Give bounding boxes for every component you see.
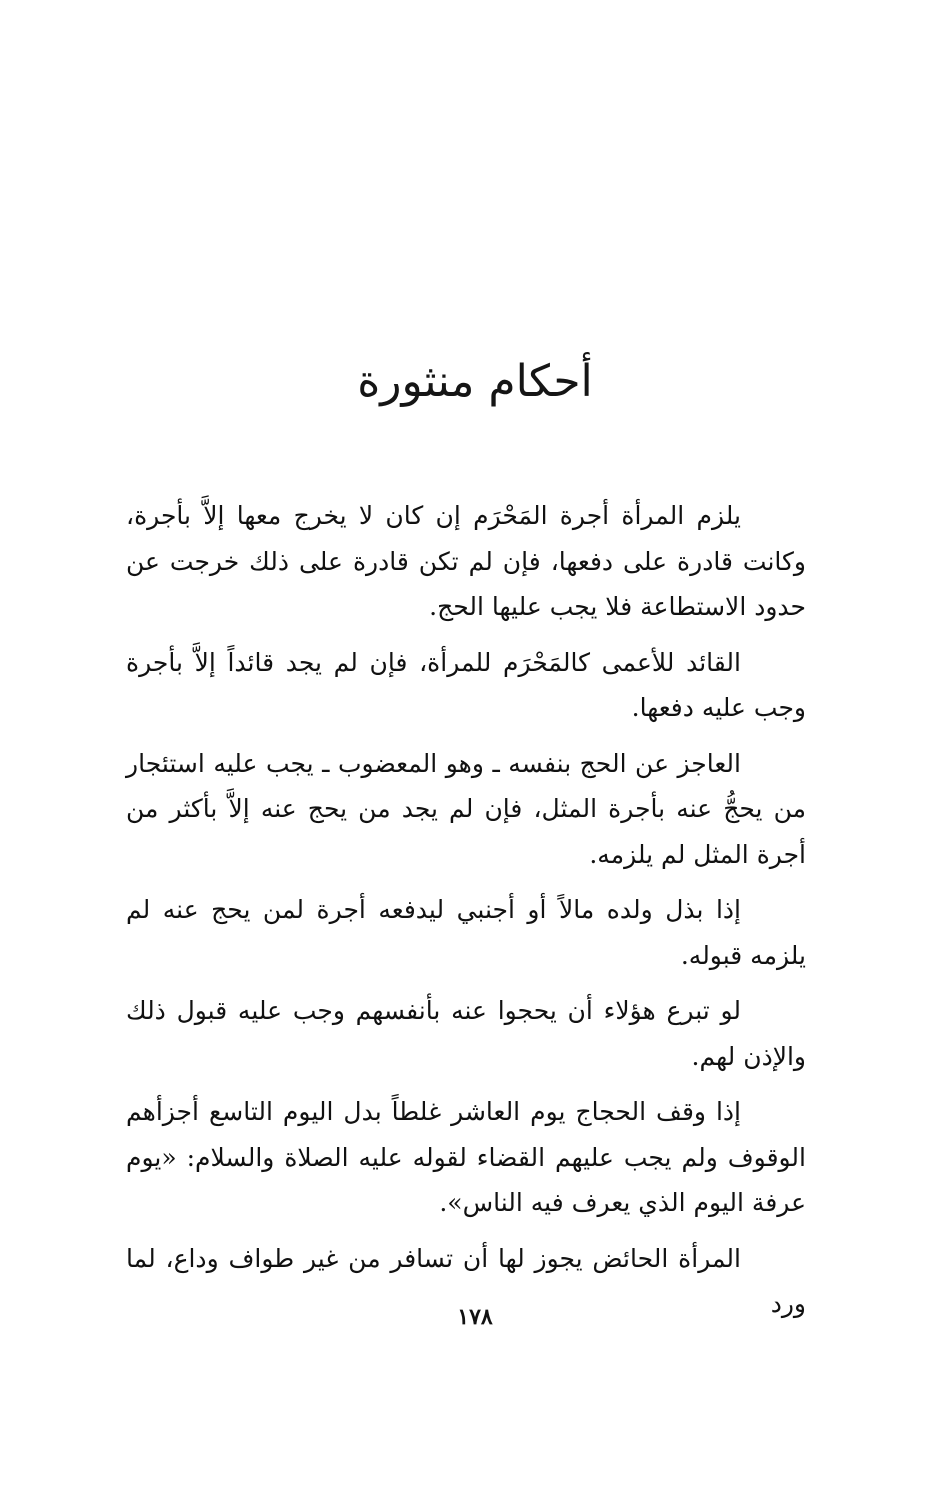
paragraph-7: المرأة الحائض يجوز لها أن تسافر من غير طواف وداع، لما ورد — [126, 1243, 806, 1318]
body-text — [126, 493, 806, 1327]
paragraph-2: القائد للأعمى كالمَحْرَم للمرأة، فإن لم يجد قائداً إلاَّ بأجرة وجب عليه دفعها. — [126, 647, 806, 722]
paragraph-4: إذا بذل ولده مالاً أو أجنبي ليدفعه أجرة لمن يحج عنه لم يلزمه قبوله. — [126, 895, 806, 970]
paragraph-1: يلزم المرأة أجرة المَحْرَم إن كان لا يخرج معها إلاَّ بأجرة، وكانت قادرة على دفعها، فإن لم تكن قادرة على ذلك خرجت عن حدود الاستطاعة فلا يجب عليها الحج. — [126, 501, 806, 621]
paragraph-5: لو تبرع هؤلاء أن يحجوا عنه بأنفسهم وجب عليه قبول ذلك والإذن لهم. — [126, 996, 806, 1071]
page-number: ١٧٨ — [457, 1304, 493, 1330]
paragraph-3: العاجز عن الحج بنفسه ـ وهو المعضوب ـ يجب عليه استئجار من يحجُّ عنه بأجرة المثل، فإن لم يجد من يحج عنه إلاَّ بأكثر من أجرة المثل لم يلزمه. — [126, 748, 806, 869]
chapter-title: أحكام منثورة — [357, 356, 593, 407]
paragraph-6: إذا وقف الحجاج يوم العاشر غلطاً بدل اليوم التاسع أجزأهم الوقوف ولم يجب عليهم القضاء لقوله عليه الصلاة والسلام: «يوم عرفة اليوم الذي يعرف فيه الناس». — [126, 1097, 806, 1217]
